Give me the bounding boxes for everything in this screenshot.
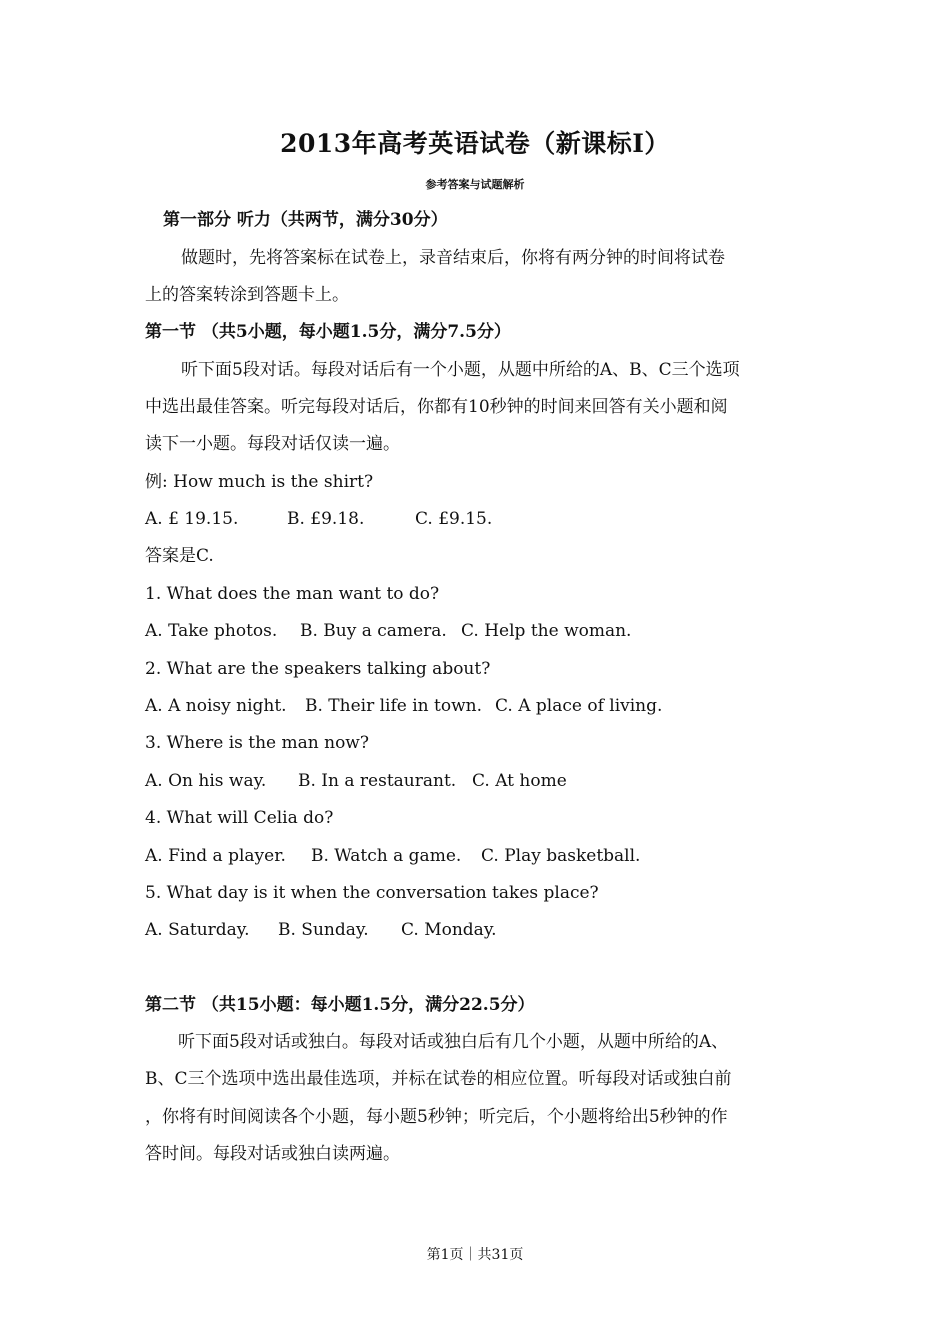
- example-option-c: C. £9.15.: [415, 509, 493, 529]
- section2-line-3: ，你将有时间阅读各个小题，每小题5秒钟；听完后，个小题将给出5秒钟的作: [145, 1107, 728, 1127]
- q1-option-a: A. Take photos.: [145, 621, 278, 641]
- question-5: 5. What day is it when the conversation takes place?: [145, 883, 599, 903]
- section1-line-1: 听下面5段对话。每段对话后有一个小题，从题中所给的A、B、C三个选项: [181, 360, 740, 380]
- q4-option-b: B. Watch a game.: [311, 846, 462, 866]
- example-options: [145, 508, 492, 530]
- document-subtitle: 参考答案与试题解析: [425, 178, 525, 191]
- section1-line-3: 读下一小题。每段对话仅读一遍。: [145, 434, 400, 454]
- page-number-footer: 第1页｜共31页: [426, 1247, 524, 1263]
- q3-option-b: B. In a restaurant.: [298, 771, 457, 791]
- q1-option-b: B. Buy a camera.: [300, 621, 447, 641]
- q2-option-b: B. Their life in town.: [305, 696, 483, 716]
- example-answer: 答案是C.: [145, 546, 214, 566]
- question-3: 3. Where is the man now?: [145, 733, 369, 753]
- question-4-options: [145, 845, 640, 867]
- q5-option-b: B. Sunday.: [278, 920, 369, 940]
- q5-option-a: A. Saturday.: [145, 920, 250, 940]
- intro-line-2: 上的答案转涂到答题卡上。: [145, 285, 349, 305]
- question-1: 1. What does the man want to do?: [145, 584, 440, 604]
- q1-option-c: C. Help the woman.: [461, 621, 632, 641]
- q4-option-c: C. Play basketball.: [481, 846, 641, 866]
- question-4: 4. What will Celia do?: [145, 808, 334, 828]
- part1-heading: 第一部分 听力（共两节，满分30分）: [163, 210, 448, 230]
- document-title: 2013年高考英语试卷（新课标I）: [280, 129, 670, 158]
- section2-line-2: B、C三个选项中选出最佳选项，并标在试卷的相应位置。听每段对话或独白前: [145, 1069, 732, 1089]
- q4-option-a: A. Find a player.: [145, 846, 286, 866]
- section1-line-2: 中选出最佳答案。听完每段对话后，你都有10秒钟的时间来回答有关小题和阅: [145, 397, 728, 417]
- intro-line-1: 做题时，先将答案标在试卷上，录音结束后，你将有两分钟的时间将试卷: [181, 248, 725, 268]
- section2-line-4: 答时间。每段对话或独白读两遍。: [145, 1144, 400, 1164]
- question-3-options: [145, 770, 567, 792]
- section2-line-1: 听下面5段对话或独白。每段对话或独白后有几个小题，从题中所给的A、: [178, 1032, 729, 1052]
- question-2-options: [145, 695, 662, 717]
- q2-option-c: C. A place of living.: [495, 696, 663, 716]
- example-option-b: B. £9.18.: [287, 509, 365, 529]
- example-option-a: A. £ 19.15.: [145, 509, 239, 529]
- question-2: 2. What are the speakers talking about?: [145, 659, 491, 679]
- q3-option-a: A. On his way.: [145, 771, 267, 791]
- example-question: 例: How much is the shirt?: [145, 472, 374, 492]
- section2-heading: 第二节 （共15小题：每小题1.5分，满分22.5分）: [145, 995, 535, 1015]
- q3-option-c: C. At home: [472, 771, 567, 791]
- q5-option-c: C. Monday.: [401, 920, 497, 940]
- q2-option-a: A. A noisy night.: [145, 696, 287, 716]
- question-5-options: [145, 919, 497, 941]
- question-1-options: [145, 620, 631, 642]
- section1-heading: 第一节 （共5小题，每小题1.5分，满分7.5分）: [145, 322, 511, 342]
